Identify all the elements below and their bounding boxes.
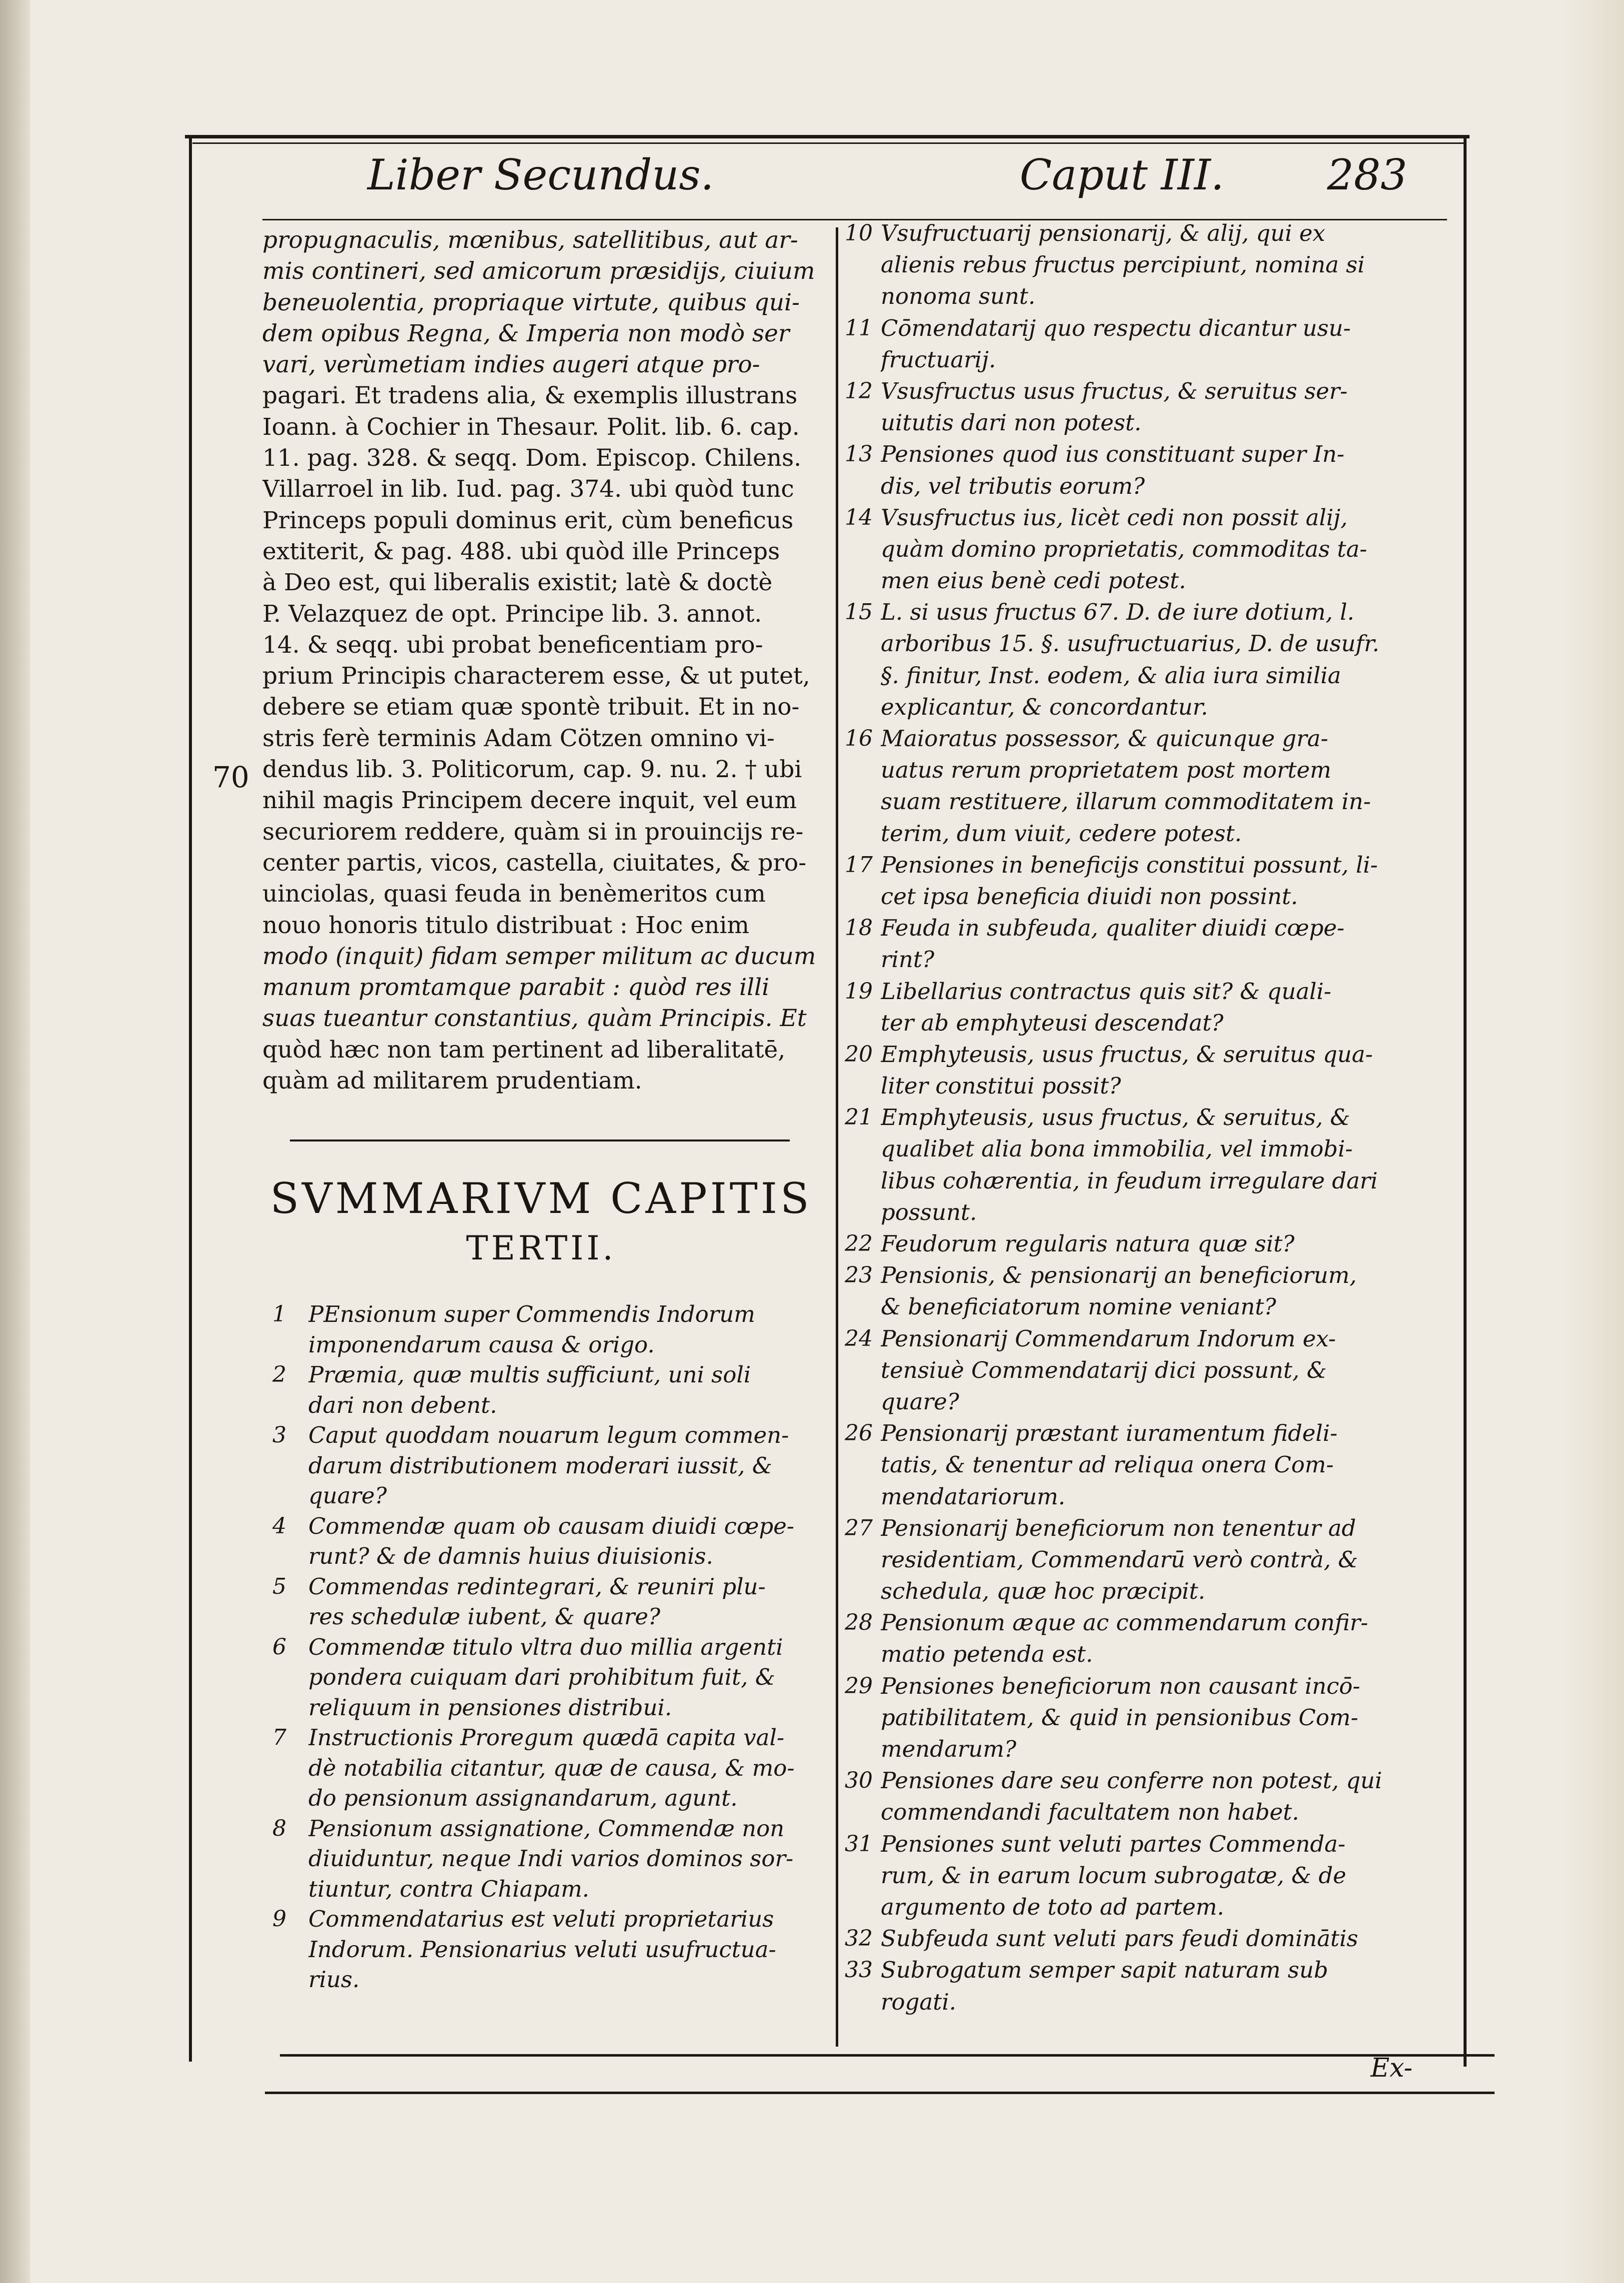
text-line: extiterit, & pag. 488. ubi quòd ille Princeps <box>262 537 780 565</box>
summary-entry-line: L. si usus fructus 67. D. de iure dotium, l. <box>881 599 1355 626</box>
summary-entry <box>845 312 1462 375</box>
summary-entry-line: Vsusfructus ius, licèt cedi non possit alij, <box>881 504 1348 531</box>
text-line: quàm ad militarem prudentiam. <box>262 1067 642 1095</box>
summary-entry-line: quare? <box>881 1388 959 1415</box>
summary-entry-line: ter ab emphyteusi descendat? <box>881 1009 1224 1036</box>
summary-entry-line: Pensionarij beneficiorum non tenentur ad <box>881 1514 1356 1541</box>
frame-right-rule <box>1464 137 1467 2067</box>
summary-entry-number: 29 <box>845 1673 873 1699</box>
summary-entry-number: 9 <box>272 1906 286 1932</box>
text-line: à Deo est, qui liberalis existit; latè & doctè <box>262 569 773 597</box>
summary-entry-line: matio petenda est. <box>881 1641 1093 1668</box>
summary-entry <box>845 217 1462 312</box>
summary-entry-line: Cōmendatarij quo respectu dicantur usu- <box>881 314 1351 341</box>
summary-entry-line: rint? <box>881 946 935 973</box>
summary-entry-line: Instructionis Proregum quædā capita val- <box>308 1724 785 1751</box>
book-gutter <box>0 0 30 2283</box>
summary-entry-number: 10 <box>845 220 873 246</box>
summary-entry-line: quare? <box>308 1482 387 1509</box>
summary-entry-line: cet ipsa beneficia diuidi non possint. <box>881 883 1298 910</box>
summary-entry <box>272 1511 822 1572</box>
summary-entry-line: res schedulæ iubent, & quare? <box>308 1603 660 1630</box>
text-line: beneuolentia, propriaque virtute, quibus qui- <box>262 288 800 316</box>
summary-entry <box>845 1954 1462 2017</box>
summary-entry <box>272 1904 822 1995</box>
column-divider <box>836 227 838 2047</box>
summary-entry-line: diuiduntur, neque Indi varios dominos sor- <box>308 1845 794 1872</box>
summary-entry-number: 22 <box>845 1231 873 1256</box>
summary-entry-line: tatis, & tenentur ad reliqua onera Com- <box>881 1451 1334 1478</box>
summary-entry <box>845 1828 1462 1923</box>
summary-entry <box>845 1923 1462 1954</box>
summary-entry-number: 21 <box>845 1105 873 1131</box>
summary-list-right <box>845 217 1462 2018</box>
summary-entry-line: rius. <box>308 1966 360 1993</box>
summary-entry-line: Pensionis, & pensionarij an beneficiorum, <box>881 1262 1357 1289</box>
summary-entry <box>845 1323 1462 1418</box>
summary-entry-number: 3 <box>272 1422 286 1448</box>
summary-entry-number: 33 <box>845 1957 873 1983</box>
summary-entry <box>272 1632 822 1723</box>
summary-entry-number: 24 <box>845 1325 873 1351</box>
summary-entry <box>272 1299 822 1360</box>
summary-entry-line: dis, vel tributis eorum? <box>881 472 1145 499</box>
summary-entry-line: qualibet alia bona immobilia, vel immobi- <box>881 1136 1353 1162</box>
summary-entry-line: Præmia, quæ multis sufficiunt, uni soli <box>308 1361 751 1388</box>
summary-entry-line: Subfeuda sunt veluti pars feudi dominātis <box>881 1925 1359 1952</box>
summary-entry-line: Commendatarius est veluti proprietarius <box>308 1906 774 1932</box>
frame-bottom-rule <box>280 2054 1495 2057</box>
text-line: securiorem reddere, quàm si in prouincijs re- <box>262 818 804 846</box>
text-line: center partis, vicos, castella, ciuitates, & pro- <box>262 849 807 877</box>
summary-entry-line: Libellarius contractus quis sit? & quali- <box>881 978 1332 1005</box>
summary-entry-line: explicantur, & concordantur. <box>881 693 1208 720</box>
summary-entry-number: 27 <box>845 1515 873 1541</box>
summary-entry-line: libus cohærentia, in feudum irregulare dari <box>881 1167 1378 1194</box>
frame-left-rule <box>189 137 192 2062</box>
running-head-chapter: Caput III. <box>1020 150 1224 199</box>
text-line: dem opibus Regna, & Imperia non modò ser <box>262 319 790 347</box>
summary-entry-number: 32 <box>845 1926 873 1952</box>
summary-entry-line: residentiam, Commendarū verò contrà, & <box>881 1546 1358 1573</box>
summary-entry-line: pondera cuiquam dari prohibitum fuit, & <box>308 1664 775 1690</box>
summary-entry <box>845 1607 1462 1670</box>
summary-entry-line: Subrogatum semper sapit naturam sub <box>881 1957 1329 1984</box>
summary-entry-number: 17 <box>845 852 873 878</box>
text-line: vari, verùmetiam indies augeri atque pro- <box>262 351 760 379</box>
summary-entry-line: Commendæ titulo vltra duo millia argenti <box>308 1633 783 1660</box>
summary-entry-line: commendandi facultatem non habet. <box>881 1799 1300 1826</box>
summary-entry-line: & beneficiatorum nomine veniant? <box>881 1293 1276 1320</box>
summary-entry <box>272 1814 822 1905</box>
summary-entry <box>845 1228 1462 1259</box>
text-line: propugnaculis, mœnibus, satellitibus, aut ar- <box>262 226 798 254</box>
summary-entry-line: darum distributionem moderari iussit, & <box>308 1452 772 1479</box>
summary-entry-number: 15 <box>845 599 873 625</box>
summary-entry-line: rogati. <box>881 1988 957 2015</box>
summary-entry-line: Maioratus possessor, & quicunque gra- <box>881 725 1329 752</box>
summary-entry-line: Pensiones beneficiorum non causant incō- <box>881 1672 1361 1699</box>
summary-entry-line: alienis rebus fructus percipiunt, nomina si <box>881 251 1365 278</box>
summary-entry <box>272 1420 822 1511</box>
summary-entry <box>845 1417 1462 1512</box>
text-line: mis contineri, sed amicorum præsidijs, ciuium <box>262 257 815 285</box>
text-line: stris ferè terminis Adam Cötzen omnino vi- <box>262 724 775 752</box>
summary-entry-number: 14 <box>845 504 873 530</box>
summary-entry-line: fructuarij. <box>881 346 996 373</box>
summary-list-left <box>272 1299 822 1995</box>
text-line: Princeps populi dominus erit, cùm beneficus <box>262 506 794 534</box>
summary-entry <box>845 1102 1462 1228</box>
summary-entry-line: Emphyteusis, usus fructus, & seruitus qua- <box>881 1041 1373 1068</box>
summary-entry <box>272 1572 822 1632</box>
summary-entry-line: dari non debent. <box>308 1391 497 1418</box>
summary-entry-number: 28 <box>845 1610 873 1636</box>
summary-entry-line: tiuntur, contra Chiapam. <box>308 1875 589 1902</box>
summary-entry-line: tensiuè Commendatarij dici possunt, & <box>881 1356 1327 1383</box>
summary-entry-line: Pensionarij Commendarum Indorum ex- <box>881 1325 1336 1352</box>
text-line: uinciolas, quasi feuda in benèmeritos cum <box>262 880 766 908</box>
frame-top-inner-rule <box>192 142 1465 144</box>
summary-entry-line: liter constitui possit? <box>881 1073 1121 1100</box>
summary-entry-line: Pensionum assignatione, Commendæ non <box>308 1815 785 1842</box>
summary-entry-number: 16 <box>845 726 873 751</box>
summary-entry-number: 13 <box>845 441 873 467</box>
summary-title: SVMMARIVM CAPITIS <box>270 1174 812 1223</box>
summary-entry-line: uatus rerum proprietatem post mortem <box>881 757 1332 784</box>
summary-entry-line: mendatariorum. <box>881 1483 1066 1510</box>
summary-entry-line: PEnsionum super Commendis Indorum <box>308 1301 755 1327</box>
summary-entry-number: 18 <box>845 915 873 941</box>
summary-entry-line: mendarum? <box>881 1736 1017 1762</box>
text-line: P. Velazquez de opt. Principe lib. 3. annot. <box>262 600 762 628</box>
summary-entry <box>845 1670 1462 1765</box>
summary-entry-line: reliquum in pensiones distribui. <box>308 1694 672 1721</box>
text-line: pagari. Et tradens alia, & exemplis illustrans <box>262 382 798 410</box>
summary-entry-line: imponendarum causa & origo. <box>308 1331 655 1358</box>
page-number: 283 <box>1327 150 1408 199</box>
summary-entry-line: possunt. <box>881 1198 977 1225</box>
running-head-book: Liber Secundus. <box>367 150 714 199</box>
summary-entry-line: suam restituere, illarum commoditatem in- <box>881 788 1371 815</box>
summary-entry-line: nonoma sunt. <box>881 283 1036 310</box>
summary-entry <box>845 976 1462 1039</box>
summary-entry <box>845 1259 1462 1322</box>
summary-entry-number: 11 <box>845 315 873 341</box>
text-line: Villarroel in lib. Iud. pag. 374. ubi quòd tunc <box>262 475 794 503</box>
summary-entry-number: 1 <box>272 1301 286 1327</box>
summary-entry <box>845 596 1462 723</box>
summary-entry-number: 2 <box>272 1362 286 1387</box>
summary-entry-line: patibilitatem, & quid in pensionibus Com- <box>881 1704 1359 1731</box>
summary-entry-line: uitutis dari non potest. <box>881 409 1142 436</box>
summary-entry <box>845 912 1462 975</box>
summary-entry-number: 26 <box>845 1420 873 1446</box>
summary-entry-line: §. finitur, Inst. eodem, & alia iura similia <box>881 662 1342 689</box>
text-line: Ioann. à Cochier in Thesaur. Polit. lib. 6. cap. <box>262 413 800 441</box>
summary-entry-line: dè notabilia citantur, quæ de causa, & mo- <box>308 1754 795 1781</box>
text-line: modo (inquit) fidam semper militum ac ducum <box>262 942 816 970</box>
summary-entry-number: 19 <box>845 978 873 1004</box>
summary-entry <box>845 723 1462 849</box>
summary-entry-line: men eius benè cedi potest. <box>881 567 1186 594</box>
summary-entry-line: arboribus 15. §. usufructuarius, D. de usufr. <box>881 630 1380 657</box>
summary-entry-line: Pensiones dare seu conferre non potest, qui <box>881 1767 1383 1794</box>
text-line: prium Principis characterem esse, & ut putet, <box>262 662 810 690</box>
summary-entry-line: quàm domino proprietatis, commoditas ta- <box>881 535 1368 562</box>
text-line: quòd hæc non tam pertinent ad liberalitatē, <box>262 1036 786 1064</box>
text-line: debere se etiam quæ spontè tribuit. Et in no- <box>262 693 800 721</box>
summary-entry-line: Pensionum æque ac commendarum confir- <box>881 1609 1369 1636</box>
page-edge-shading <box>1564 0 1624 2283</box>
summary-entry-line: do pensionum assignandarum, agunt. <box>308 1785 738 1811</box>
summary-entry <box>845 1765 1462 1828</box>
summary-entry-number: 4 <box>272 1513 286 1539</box>
summary-entry-line: Emphyteusis, usus fructus, & seruitus, & <box>881 1104 1350 1131</box>
margin-section-number: 70 <box>212 760 249 794</box>
summary-entry-line: Vsufructuarij pensionarij, & alij, qui ex <box>881 220 1326 246</box>
summary-entry <box>845 438 1462 501</box>
text-line: manum promtamque parabit : quòd res illi <box>262 974 770 1002</box>
summary-entry-line: Vsusfructus usus fructus, & seruitus ser- <box>881 377 1348 404</box>
summary-entry-number: 7 <box>272 1725 286 1750</box>
catchword: Ex- <box>1371 2053 1413 2083</box>
summary-entry-number: 12 <box>845 378 873 404</box>
summary-entry-number: 31 <box>845 1831 873 1857</box>
summary-entry-line: Feuda in subfeuda, qualiter diuidi cœpe- <box>881 915 1345 942</box>
frame-bottom-outer-rule <box>265 2092 1495 2094</box>
summary-entry-line: Pensiones in beneficijs constitui possunt, li- <box>881 851 1378 878</box>
summary-entry-line: runt? & de damnis huius diuisionis. <box>308 1543 713 1569</box>
summary-entry-line: Feudorum regularis natura quæ sit? <box>881 1230 1295 1257</box>
text-line: dendus lib. 3. Politicorum, cap. 9. nu. 2. † ubi <box>262 756 802 784</box>
summary-entry-number: 20 <box>845 1041 873 1067</box>
summary-entry-line: Commendæ quam ob causam diuidi cœpe- <box>308 1512 795 1539</box>
text-line: nouo honoris titulo distribuat : Hoc enim <box>262 911 749 939</box>
summary-entry <box>845 502 1462 597</box>
summary-entry-line: Pensionarij præstant iuramentum fideli- <box>881 1420 1338 1447</box>
summary-entry-line: Commendas redintegrari, & reuniri plu- <box>308 1573 766 1600</box>
summary-entry <box>845 849 1462 912</box>
summary-entry-line: schedula, quæ hoc præcipit. <box>881 1578 1206 1605</box>
summary-entry-line: Caput quoddam nouarum legum commen- <box>308 1422 789 1448</box>
text-line: 11. pag. 328. & seqq. Dom. Episcop. Chilens. <box>262 444 802 472</box>
summary-entry <box>845 375 1462 438</box>
summary-entry-number: 5 <box>272 1573 286 1599</box>
text-line: 14. & seqq. ubi probat beneficentiam pro- <box>262 631 763 659</box>
summary-entry <box>845 1512 1462 1607</box>
summary-entry-line: argumento de toto ad partem. <box>881 1893 1225 1920</box>
left-column-text <box>262 225 820 1097</box>
frame-top-rule <box>185 135 1470 138</box>
summary-subtitle: TERTII. <box>466 1229 616 1267</box>
summary-entry <box>272 1360 822 1420</box>
summary-entry-line: Pensiones sunt veluti partes Commenda- <box>881 1830 1346 1857</box>
summary-entry <box>845 1039 1462 1102</box>
summary-entry-line: rum, & in earum locum subrogatæ, & de <box>881 1862 1347 1889</box>
text-line: suas tueantur constantius, quàm Principis. Et <box>262 1005 807 1033</box>
summary-entry-line: terim, dum viuit, cedere potest. <box>881 820 1242 847</box>
summary-separator-rule <box>290 1140 790 1142</box>
summary-entry-number: 30 <box>845 1768 873 1794</box>
summary-entry-line: Pensiones quod ius constituant super In- <box>881 441 1345 468</box>
text-line: nihil magis Principem decere inquit, vel eum <box>262 787 797 815</box>
summary-entry-number: 23 <box>845 1262 873 1288</box>
summary-entry <box>272 1723 822 1814</box>
summary-entry-line: Indorum. Pensionarius veluti usufructua- <box>308 1936 776 1963</box>
summary-entry-number: 8 <box>272 1815 286 1841</box>
summary-entry-number: 6 <box>272 1634 286 1660</box>
